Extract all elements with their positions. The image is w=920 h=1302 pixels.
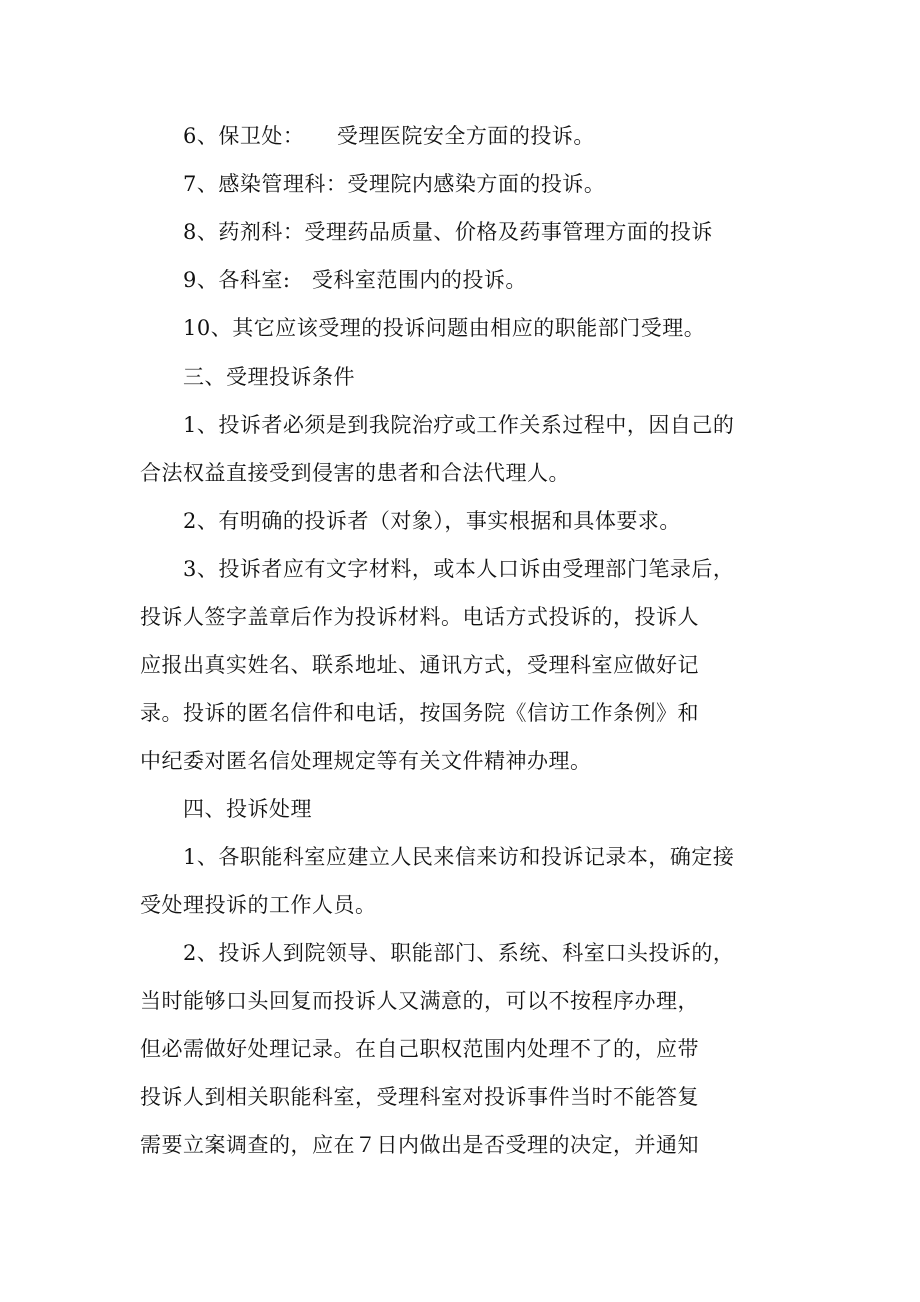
section-heading: 三、受理投诉条件	[183, 365, 355, 389]
text-line: 1、各职能科室应建立人民来信来访和投诉记录本，确定接	[183, 845, 735, 869]
text-line: 投诉人签字盖章后作为投诉材料。电话方式投诉的，投诉人	[140, 605, 699, 629]
text-line: 合法权益直接受到侵害的患者和合法代理人。	[140, 461, 570, 485]
section-heading: 四、投诉处理	[183, 797, 312, 821]
text-line: 2、有明确的投诉者（对象），事实根据和具体要求。	[183, 509, 681, 533]
text-line: 2、投诉人到院领导、职能部门、系统、科室口头投诉的，	[183, 941, 735, 965]
text-line: 7、感染管理科：受理院内感染方面的投诉。	[183, 172, 606, 196]
text-line: 9、各科室: 受科室范围内的投诉。	[183, 268, 527, 292]
text-line: 3、投诉者应有文字材料，或本人口诉由受理部门笔录后，	[183, 557, 735, 581]
text-line: 8、药剂科：受理药品质量、价格及药事管理方面的投诉	[183, 220, 713, 244]
text-line: 10、其它应该受理的投诉问题由相应的职能部门受理。	[183, 316, 706, 340]
text-line: 6、保卫处： 受理医院安全方面的投诉。	[183, 124, 595, 148]
text-line: 应报出真实姓名、联系地址、通讯方式，受理科室应做好记	[140, 653, 699, 677]
text-line: 受处理投诉的工作人员。	[140, 893, 377, 917]
text-line: 当时能够口头回复而投诉人又满意的，可以不按程序办理，	[140, 989, 699, 1013]
text-line: 录。投诉的匿名信件和电话，按国务院《信访工作条例》和	[140, 701, 699, 725]
text-line: 中纪委对匿名信处理规定等有关文件精神办理。	[140, 749, 592, 773]
text-line: 但必需做好处理记录。在自己职权范围内处理不了的，应带	[140, 1037, 699, 1061]
text-line: 1、投诉者必须是到我院治疗或工作关系过程中，因自己的	[183, 413, 735, 437]
text-line: 投诉人到相关职能科室，受理科室对投诉事件当时不能答复	[140, 1085, 699, 1109]
text-line: 需要立案调查的，应在７日内做出是否受理的决定，并通知	[140, 1133, 699, 1157]
